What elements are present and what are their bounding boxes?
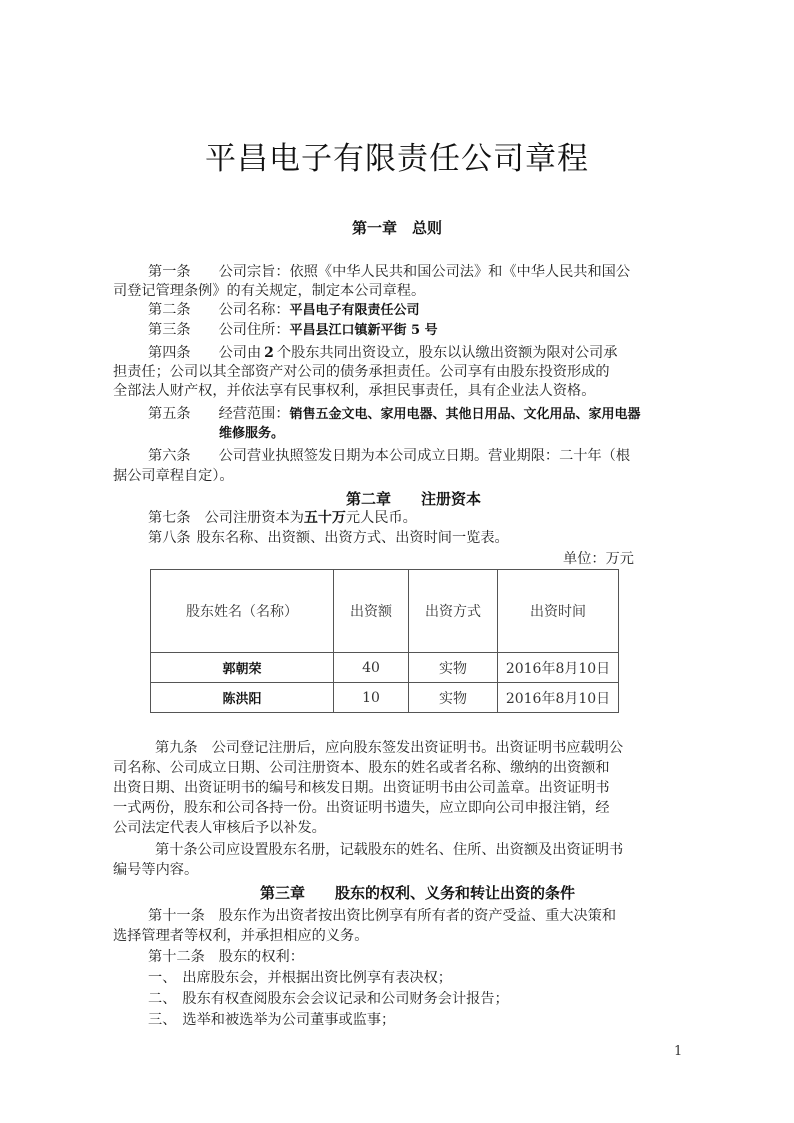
list-number: 一、 [148, 970, 177, 986]
article-8 [148, 528, 509, 548]
header-shareholder-name: 股东姓名（名称） [151, 570, 334, 653]
article-4 [148, 343, 617, 363]
list-item [148, 1010, 395, 1030]
article-3 [148, 320, 438, 341]
article-2 [148, 300, 420, 321]
article-label: 第一条 [148, 264, 191, 280]
article-text: 公司营业执照签发日期为本公司成立日期。营业期限：二十年（根 [218, 448, 631, 464]
company-name-value: 平昌电子有限责任公司 [289, 303, 420, 318]
table-row [151, 653, 619, 683]
header-method: 出资方式 [409, 570, 498, 653]
article-text: 元人民币。 [345, 510, 417, 526]
header-date: 出资时间 [498, 570, 619, 653]
chapter-title: 股东的权利、义务和转让出资的条件 [335, 884, 576, 902]
list-text: 股东有权查阅股东会会议记录和公司财务会计报告； [182, 991, 509, 1007]
article-1 [148, 262, 630, 282]
article-label: 第十二条 [148, 949, 205, 965]
article-label: 第二条 [148, 302, 191, 318]
article-text: 公司住所： [218, 322, 290, 338]
list-item [148, 968, 452, 988]
article-9-cont-3: 一式两份，股东和公司各持一份。出资证明书遗失，应立即向公司申报注销，经 [113, 800, 610, 816]
chapter-2-heading [346, 488, 481, 509]
contribution-date: 2016年8月10日 [498, 653, 619, 683]
chapter-3-heading [260, 882, 575, 903]
table-header-row [151, 570, 619, 653]
contribution-amount: 10 [334, 683, 409, 713]
page-number: 1 [674, 1044, 683, 1059]
article-6 [148, 446, 630, 466]
article-text: 股东的权利： [218, 949, 304, 965]
article-11 [148, 906, 616, 926]
article-1-cont: 司登记管理条例》的有关规定，制定本公司章程。 [113, 283, 426, 299]
contribution-method: 实物 [409, 653, 498, 683]
article-9-cont-2: 出资日期、出资证明书的编号和核发日期。出资证明书由公司盖章。出资证明书 [113, 780, 610, 796]
article-9-cont-1: 司名称、公司成立日期、公司注册资本、股东的姓名或者名称、缴纳的出资额和 [113, 760, 610, 776]
business-scope-value: 销售五金文电、家用电器、其他日用品、文化用品、家用电器 [289, 407, 641, 422]
article-label: 第十一条 [148, 908, 205, 924]
article-6-cont: 据公司章程自定）。 [113, 468, 234, 484]
article-text: 公司名称： [218, 302, 290, 318]
article-label: 第四条 [148, 345, 191, 361]
article-10-cont: 编号等内容。 [113, 862, 199, 878]
chapter-number: 第三章 [260, 884, 306, 902]
article-label: 第六条 [148, 448, 191, 464]
article-9 [155, 738, 623, 758]
article-9-cont-4: 公司法定代表人审核后予以补发。 [113, 820, 326, 836]
article-text: 股东名称、出资额、出资方式、出资时间一览表。 [196, 530, 509, 546]
article-5 [148, 404, 641, 425]
shareholder-name: 郭朝荣 [151, 653, 334, 683]
contribution-method: 实物 [409, 683, 498, 713]
article-text: 股东作为出资者按出资比例享有所有者的资产受益、重大决策和 [218, 908, 617, 924]
chapter-title: 注册资本 [421, 490, 482, 508]
article-text: 经营范围： [218, 406, 290, 422]
business-scope-cont: 维修服务。 [219, 426, 285, 441]
article-label: 第九条 [155, 740, 198, 756]
article-label: 第五条 [148, 406, 191, 422]
list-item [148, 989, 509, 1009]
article-text: 个股东共同出资设立，股东以认缴出资额为限对公司承 [276, 345, 618, 361]
list-text: 选举和被选举为公司董事或监事； [182, 1012, 396, 1028]
contribution-amount: 40 [334, 653, 409, 683]
table-row [151, 683, 619, 713]
company-address-value: 平昌县江口镇新平街 5 号 [289, 323, 438, 338]
article-7 [148, 508, 417, 528]
chapter-number: 第二章 [346, 490, 392, 508]
article-text: 公司由 [218, 345, 262, 361]
shareholder-table [150, 569, 619, 713]
article-4-cont-2: 全部法人财产权，并依法享有民事权利，承担民事责任，具有企业法人资格。 [113, 383, 596, 399]
article-text: 公司登记注册后，应向股东签发出资证明书。出资证明书应载明公 [211, 740, 624, 756]
document-title: 平昌电子有限责任公司章程 [205, 141, 589, 177]
article-label: 第三条 [148, 322, 191, 338]
contribution-date: 2016年8月10日 [498, 683, 619, 713]
header-amount: 出资额 [334, 570, 409, 653]
article-text: 公司宗旨：依照《中华人民共和国公司法》和《中华人民共和国公 [218, 264, 631, 280]
article-4-cont-1: 担责任；公司以其全部资产对公司的债务承担责任。公司享有由股东投资形成的 [113, 364, 610, 380]
list-text: 出席股东会，并根据出资比例享有表决权； [182, 970, 452, 986]
article-10: 第十条公司应设置股东名册，记载股东的姓名、住所、出资额及出资证明书 [155, 842, 624, 858]
article-label: 第七条 [148, 510, 191, 526]
unit-label: 单位：万元 [563, 551, 634, 567]
list-number: 二、 [148, 991, 177, 1007]
article-label: 第八条 [148, 530, 191, 546]
registered-capital-value: 五十万 [303, 510, 346, 526]
shareholder-name: 陈洪阳 [151, 683, 334, 713]
article-text: 公司注册资本为 [204, 510, 304, 526]
chapter-1-heading: 第一章 总则 [351, 219, 442, 237]
shareholder-count: 2 [264, 345, 274, 361]
list-number: 三、 [148, 1012, 177, 1028]
article-11-cont: 选择管理者等权利，并承担相应的义务。 [113, 928, 369, 944]
article-12 [148, 947, 304, 967]
